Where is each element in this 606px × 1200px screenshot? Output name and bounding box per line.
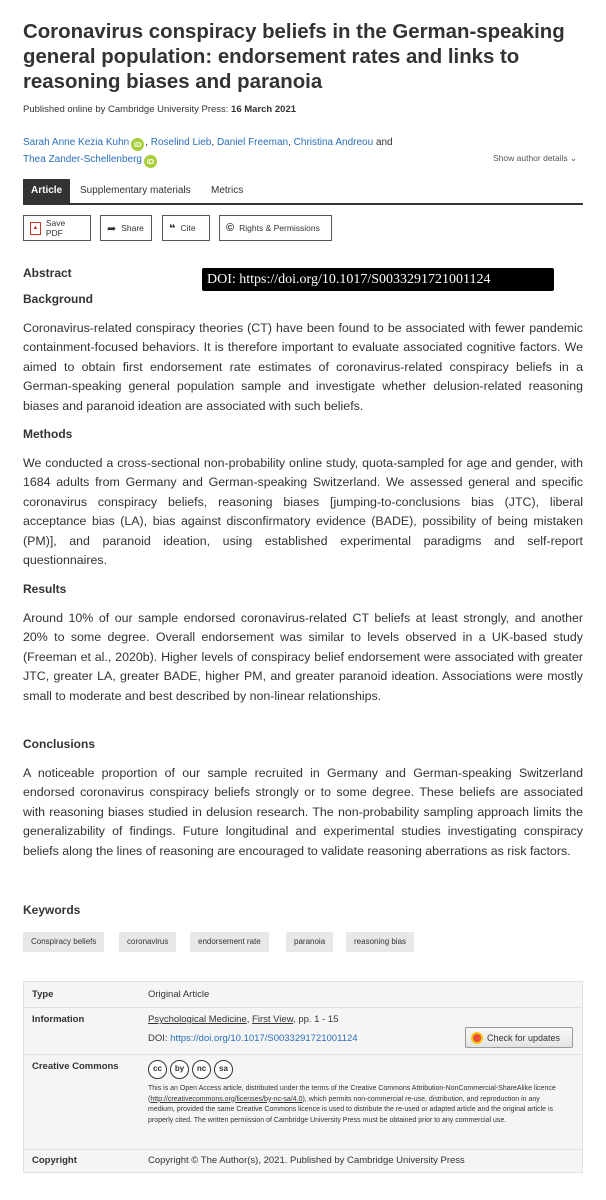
keyword-tag[interactable]: paranoia (286, 932, 333, 952)
pages: , pp. 1 - 15 (293, 1014, 339, 1025)
journal-link[interactable]: Psychological Medicine (148, 1014, 247, 1025)
conclusions-text: A noticeable proportion of our sample recruited in Germany and German-speaking Switzerland endorsed coronavirus conspiracy beliefs strongly or to some degree. These beliefs are associated with reasoning biases studied in delusion research. The non-probability sampling approach limits the generalizability of findings. Future longitudinal and experimental studies investigating conspiracy beliefs along the lines of reasoning are encouraged to validate reasoning aberrations as risk factors. (23, 766, 583, 858)
methods-text: We conducted a cross-sectional non-probability online study, quota-sampled for age and gender, with 1684 adults from Germany and German-speaking Switzerland. We assessed general and specific coronavirus conspiracy beliefs, reasoning biases [jumping-to-conclusions bias (JTC), liberal acceptance bias (LA), bias against disconfirmatory evidence (BADE), possibility of being mistaken (PM)], and paranoid ideation, using established experimental paradigms and self-report questionnaires. (23, 456, 583, 568)
type-value: Original Article (148, 989, 210, 1000)
cc-license-link[interactable]: http://creativecommons.org/licenses/by-nc-sa/4.0 (150, 1095, 303, 1103)
copyright-icon: © (226, 222, 235, 234)
share-button[interactable] (100, 215, 152, 241)
keyword-tag[interactable]: endorsement rate (190, 932, 269, 952)
and-word: and (375, 137, 393, 148)
tab-metrics[interactable]: Metrics (211, 185, 244, 196)
keyword-tag[interactable]: reasoning bias (346, 932, 414, 952)
check-updates-icon (471, 1032, 483, 1044)
cc-license-text (148, 1084, 568, 1126)
check-for-updates-button[interactable] (465, 1027, 573, 1048)
conclusions-heading: Conclusions (23, 737, 96, 751)
results-heading: Results (23, 582, 67, 596)
orcid-icon[interactable]: iD (144, 155, 157, 168)
tab-supplementary[interactable]: Supplementary materials (80, 185, 191, 196)
doi-banner: DOI: https://doi.org/10.1017/S0033291721001124 (202, 268, 554, 291)
first-view-link[interactable]: First View (252, 1014, 294, 1025)
results-text: Around 10% of our sample endorsed coronavirus-related CT beliefs at least strongly, and another 20% to some degree. Overall endorsement was similar to levels observed in a UK-based study (Freeman et al., 2020b). Higher levels of conspiracy belief endorsement were associated with greater JTC, greater LA, greater BADE, higher PM, and greater paranoid ideation. Associations were mostly small to moderate and best described by non-linear relationships. (23, 611, 583, 703)
author-link[interactable]: Christina Andreou (293, 137, 374, 148)
share-icon: ➦ (107, 222, 117, 235)
keywords-heading: Keywords (23, 903, 81, 917)
published-prefix: Published online by Cambridge University Press: (23, 104, 229, 115)
copyright-value: Copyright © The Author(s), 2021. Published by Cambridge University Press (148, 1155, 465, 1166)
info-row-copyright (24, 1150, 582, 1173)
published-date: 16 March 2021 (231, 104, 297, 115)
show-details-label: Show author details (493, 153, 568, 163)
cc-text-1: This is an Open Access article, distributed under the terms of the Creative Commons Attribution-NonCommercial-ShareAlike licence ( (148, 1085, 556, 1103)
article-title: Coronavirus conspiracy beliefs in the German-speaking general population: endorsement rates and links to reasoning biases and paranoia (23, 21, 565, 93)
attribution-icon: by (170, 1060, 189, 1079)
quote-icon: ❝ (169, 222, 176, 235)
sharealike-icon: sa (214, 1060, 233, 1079)
save-pdf-button[interactable] (23, 215, 91, 241)
author-link[interactable]: Roselind Lieb (150, 137, 212, 148)
info-row-type (24, 982, 582, 1008)
author-link[interactable]: Sarah Anne Kezia Kuhn (23, 137, 130, 148)
show-author-details[interactable] (493, 153, 577, 164)
cc-icon: cc (148, 1060, 167, 1079)
info-row-creative-commons (24, 1055, 582, 1150)
article-info-table (23, 981, 583, 1173)
publication-line (23, 104, 296, 115)
cite-label: Cite (180, 223, 196, 233)
background-heading: Background (23, 292, 94, 306)
doi-line (148, 1033, 358, 1044)
chevron-down-icon: ⌄ (569, 153, 578, 163)
check-updates-label: Check for updates (487, 1032, 561, 1043)
doi-prefix: DOI: (148, 1033, 168, 1044)
share-label: Share (121, 223, 144, 233)
author-link[interactable]: Daniel Freeman (216, 137, 289, 148)
tab-article[interactable]: Article (23, 179, 70, 205)
rights-label: Rights & Permissions (239, 223, 320, 233)
article-tabs (23, 179, 583, 205)
background-text: Coronavirus-related conspiracy theories (CT) have been found to be associated with fewer pandemic containment-focused behaviors. It is therefore important to evaluate associated cognitive factors. We aimed to obtain first endorsement rate estimates of coronavirus-related conspiracy beliefs in a German-speaking general population sample and investigate whether delusion-related reasoning biases and paranoid ideation are associated with such beliefs. (23, 321, 583, 413)
pdf-icon: ▲ (30, 222, 41, 235)
cc-label: Creative Commons (32, 1061, 119, 1072)
author-list: Sarah Anne Kezia Kuhn iD , Roselind Lieb, Daniel Freeman, Christina Andreou and Thea Zander-Schellenberg iD (23, 137, 393, 166)
save-pdf-label: Save PDF (45, 218, 66, 238)
rights-permissions-button[interactable] (219, 215, 332, 241)
type-label: Type (32, 989, 54, 1000)
information-label: Information (32, 1014, 85, 1025)
doi-link[interactable]: https://doi.org/10.1017/S0033291721001124 (170, 1033, 358, 1044)
abstract-heading: Abstract (23, 266, 72, 280)
copyright-label: Copyright (32, 1155, 77, 1166)
cc-text-2: ), which permits non-commercial re-use, distribution, and reproduction in any medium, provided the same Creative Commons licence is used to distribute the re-used or adapted article and the original article is properly cited. The written permission of Cambridge University Press must be obtained prior to any commercial use. (148, 1095, 554, 1124)
methods-heading: Methods (23, 427, 73, 441)
keyword-tag[interactable]: Conspiracy beliefs (23, 932, 104, 952)
cite-button[interactable] (162, 215, 210, 241)
author-link[interactable]: Thea Zander-Schellenberg (23, 154, 142, 165)
information-value: Psychological Medicine, First View, pp. 1 - 15 (148, 1014, 339, 1025)
noncommercial-icon: nc (192, 1060, 211, 1079)
cc-icons (148, 1060, 233, 1079)
keyword-tag[interactable]: coronavirus (119, 932, 176, 952)
orcid-icon[interactable]: iD (131, 138, 144, 151)
